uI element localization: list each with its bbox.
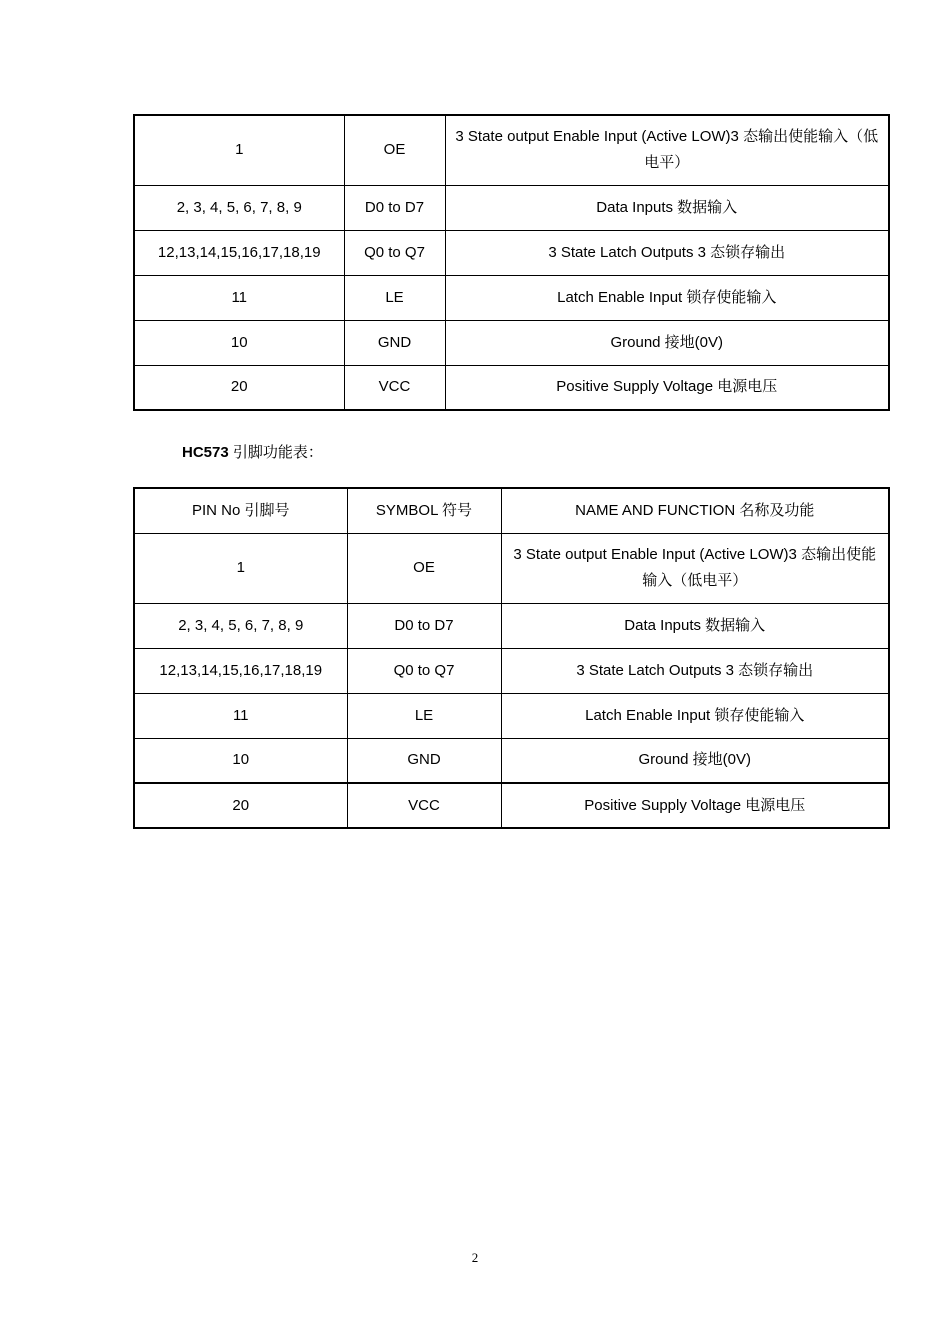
function-cell: 3 State Latch Outputs 3 态锁存输出 — [445, 230, 889, 275]
symbol-cell: Q0 to Q7 — [344, 230, 445, 275]
symbol-cell: OE — [344, 115, 445, 185]
pin-number-cell: 11 — [134, 693, 347, 738]
symbol-cell: LE — [344, 275, 445, 320]
pin-number-cell: 1 — [134, 533, 347, 603]
pin-table-continued — [133, 114, 890, 411]
symbol-cell: GND — [347, 738, 501, 783]
header-pin-no: PIN No 引脚号 — [134, 488, 347, 533]
pin-number-cell: 2, 3, 4, 5, 6, 7, 8, 9 — [134, 603, 347, 648]
function-cell: Data Inputs 数据输入 — [501, 603, 889, 648]
function-cell: Ground 接地(0V) — [445, 320, 889, 365]
table-header-row — [134, 488, 889, 533]
symbol-cell: VCC — [347, 783, 501, 828]
pin-number-cell: 12,13,14,15,16,17,18,19 — [134, 648, 347, 693]
table-row — [134, 693, 889, 738]
pin-number-cell: 20 — [134, 365, 344, 410]
table-row — [134, 115, 889, 185]
function-cell: 3 State Latch Outputs 3 态锁存输出 — [501, 648, 889, 693]
symbol-cell: OE — [347, 533, 501, 603]
symbol-cell: GND — [344, 320, 445, 365]
page-number: 2 — [471, 1250, 479, 1265]
pin-number-cell: 12,13,14,15,16,17,18,19 — [134, 230, 344, 275]
pin-number-cell: 10 — [134, 320, 344, 365]
table-caption — [182, 441, 323, 465]
function-cell: Ground 接地(0V) — [501, 738, 889, 783]
caption-model: HC573 — [182, 444, 229, 461]
function-cell: Latch Enable Input 锁存使能输入 — [501, 693, 889, 738]
table-row — [134, 603, 889, 648]
pin-number-cell: 11 — [134, 275, 344, 320]
caption-text: 引脚功能表： — [228, 444, 323, 461]
pin-number-cell: 10 — [134, 738, 347, 783]
pin-number-cell: 1 — [134, 115, 344, 185]
header-name-function: NAME AND FUNCTION 名称及功能 — [501, 488, 889, 533]
symbol-cell: D0 to D7 — [344, 185, 445, 230]
pin-number-cell: 20 — [134, 783, 347, 828]
symbol-cell: VCC — [344, 365, 445, 410]
function-cell: 3 State output Enable Input (Active LOW)3 态输出使能输入（低电平） — [445, 115, 889, 185]
table-row — [134, 783, 889, 828]
function-cell: Latch Enable Input 锁存使能输入 — [445, 275, 889, 320]
symbol-cell: D0 to D7 — [347, 603, 501, 648]
table-row — [134, 230, 889, 275]
function-cell: Positive Supply Voltage 电源电压 — [501, 783, 889, 828]
table-row — [134, 320, 889, 365]
header-symbol: SYMBOL 符号 — [347, 488, 501, 533]
symbol-cell: LE — [347, 693, 501, 738]
table-row — [134, 738, 889, 783]
table-row — [134, 185, 889, 230]
pin-number-cell: 2, 3, 4, 5, 6, 7, 8, 9 — [134, 185, 344, 230]
table-row — [134, 275, 889, 320]
symbol-cell: Q0 to Q7 — [347, 648, 501, 693]
table-row — [134, 365, 889, 410]
table-row — [134, 648, 889, 693]
table-row — [134, 533, 889, 603]
function-cell: 3 State output Enable Input (Active LOW)3 态输出使能输入（低电平） — [501, 533, 889, 603]
function-cell: Data Inputs 数据输入 — [445, 185, 889, 230]
pin-function-table — [133, 487, 890, 829]
function-cell: Positive Supply Voltage 电源电压 — [445, 365, 889, 410]
